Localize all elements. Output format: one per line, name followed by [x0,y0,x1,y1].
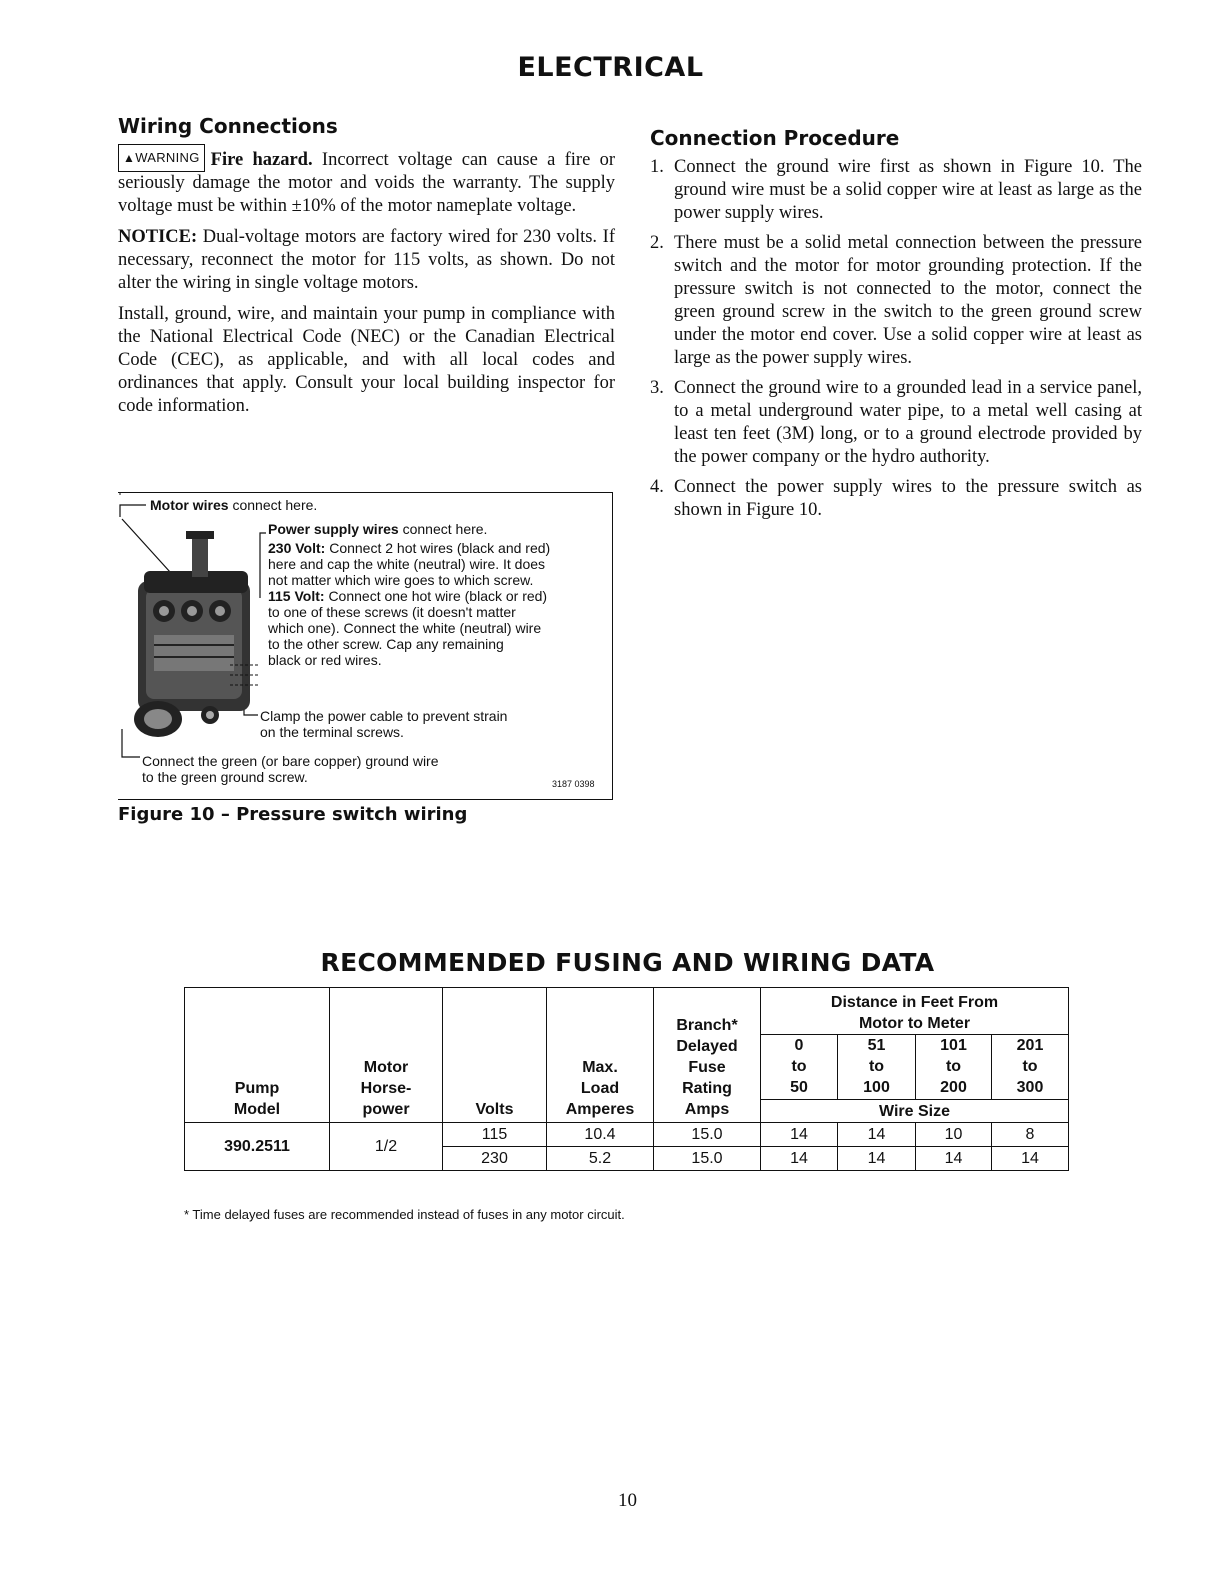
warning-badge [118,144,205,172]
wiring-connections-section [118,114,615,426]
cell-model: 390.2511 [185,1123,330,1171]
notice-text: Dual-voltage motors are factory wired for 230 volts. If necessary, reconnect the motor for 115 volts, as shown. Do not alter the wiring in single voltage motors. [118,227,615,293]
list-item: 3. Connect the ground wire to a grounded lead in a service panel, to a metal underground water pipe, to a metal well casing at least ten feet (3M) long, or to a ground electrode provided by the power company or the hydro authority. [650,378,1142,467]
power-supply-label: Power supply wires connect here. [268,521,488,537]
notice-paragraph [118,226,615,295]
fusing-wiring-table [184,987,1069,1171]
cell-wire: 14 [992,1147,1069,1171]
cell-volts: 230 [443,1147,547,1171]
page-number: 10 [618,1490,637,1511]
warning-paragraph [118,144,615,218]
cell-volts: 115 [443,1123,547,1147]
cell-wire: 14 [761,1147,838,1171]
warning-label: WARNING [135,150,200,165]
cell-wire: 14 [916,1147,992,1171]
list-item: 1. Connect the ground wire first as shown in Figure 10. The ground wire must be a solid copper wire at least as large as the power supply wires. [650,157,1142,223]
cell-wire: 14 [838,1123,916,1147]
cell-wire: 14 [838,1147,916,1171]
motor-wires-label: Motor wires connect here. [150,497,318,513]
range-201-300: 201 to 300 [992,1035,1069,1100]
warning-text: Incorrect voltage can cause a fire or seriously damage the motor and voids the warranty. The supply voltage must be within ±10% of the motor nameplate voltage. [118,150,616,216]
list-item: 2. There must be a solid metal connection between the pressure switch and the motor for motor grounding protection. If the pressure switch is not connected to the motor, connect the green ground screw in the switch to the green ground screw under the motor end cover. Use a solid copper wire at least as large as the power supply wires. [650,233,1142,368]
cell-wire: 10 [916,1123,992,1147]
ground-wire-label: Connect the green (or bare copper) ground wire to the green ground screw. [142,753,439,785]
figure-code: 3187 0398 [552,779,595,789]
cell-horsepower: 1/2 [330,1123,443,1171]
header-distance: Distance in Feet From Motor to Meter [761,988,1069,1035]
header-branch-fuse: Branch* Delayed Fuse Rating Amps [654,988,761,1123]
table-footnote: * Time delayed fuses are recommended instead of fuses in any motor circuit. [184,1207,625,1222]
cell-wire: 14 [761,1123,838,1147]
wiring-connections-heading: Wiring Connections [118,114,338,138]
header-volts: Volts [443,988,547,1123]
warning-lead: Fire hazard. [210,150,313,170]
pressure-switch-figure [118,492,613,800]
cell-amps: 10.4 [547,1123,654,1147]
table-row [185,1123,1069,1147]
install-paragraph: Install, ground, wire, and maintain your pump in compliance with the National Electrical Code (NEC) or the Canadian Electrical Code (CEC), as applicable, and with all local codes and ordinances that apply. Consult your local building inspector for code information. [118,304,615,416]
range-51-100: 51 to 100 [838,1035,916,1100]
cell-amps: 5.2 [547,1147,654,1171]
cell-fuse: 15.0 [654,1147,761,1171]
connection-procedure-heading: Connection Procedure [650,126,900,150]
procedure-steps [650,156,1142,522]
page-title: ELECTRICAL [517,52,704,83]
header-wire-size: Wire Size [761,1100,1069,1123]
header-motor-horsepower: Motor Horse- power [330,988,443,1123]
figure-caption: Figure 10 – Pressure switch wiring [118,804,468,825]
volt-230-instructions: 230 Volt: Connect 2 hot wires (black and red) here and cap the white (neutral) wire. It does not matter which wire goes to which screw. 115 Volt: Connect one hot wire (black or red) to one of these screws (it doesn't matter which one). Connect the white (neutral) wire to the other screw. Cap any remaining black or red wires. [268,540,551,668]
notice-lead: NOTICE: [118,227,198,247]
header-max-load: Max. Load Amperes [547,988,654,1123]
range-101-200: 101 to 200 [916,1035,992,1100]
list-item: 4. Connect the power supply wires to the pressure switch as shown in Figure 10. [650,477,1142,520]
warning-triangle-icon: ▲ [123,151,136,165]
cell-wire: 8 [992,1123,1069,1147]
cell-fuse: 15.0 [654,1123,761,1147]
header-pump-model: Pump Model [185,988,330,1123]
range-0-50: 0 to 50 [761,1035,838,1100]
table-title: RECOMMENDED FUSING AND WIRING DATA [320,948,935,977]
connection-procedure-section [650,126,1142,529]
clamp-label: Clamp the power cable to prevent strain on the terminal screws. [260,708,508,740]
